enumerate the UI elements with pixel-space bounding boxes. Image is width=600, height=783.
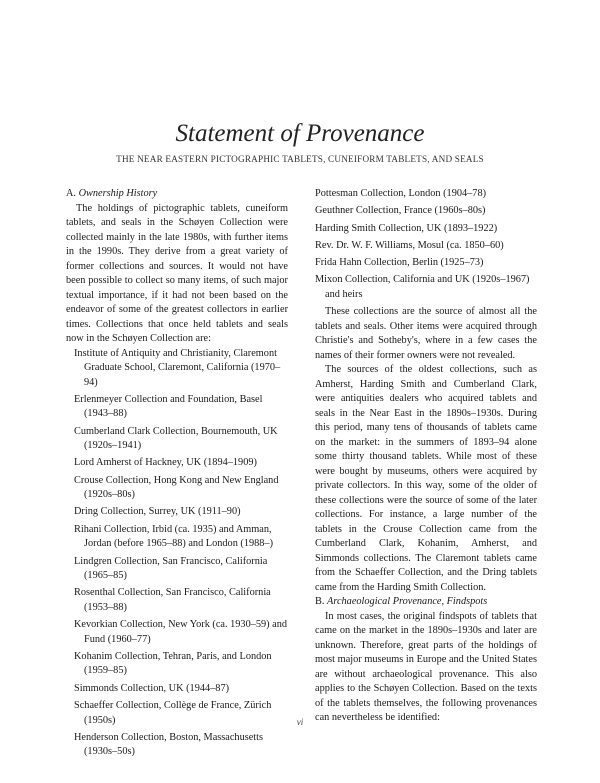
list-item: Simmonds Collection, UK (1944–87): [74, 682, 230, 694]
right-column: [315, 187, 537, 726]
page-subtitle: THE NEAR EASTERN PICTOGRAPHIC TABLETS, CUNEIFORM TABLETS, AND SEALS: [116, 154, 484, 164]
list-item: Rosenthal Collection, San Francisco, California (1953–88): [74, 587, 271, 613]
section-a-letter: A.: [66, 188, 77, 199]
section-a-para-3: The sources of the oldest collections, such as Amherst, Harding Smith and Cumberland Clark, were antiquities dealers who acquired tablets and seals in the Near East in the 1890s–1930s. During this period, many tens of thousands of tablets came on the market: in the summers of 1893–94 alone some thirty thousand tablets. While most of these were bought by museums, others were acquired by private collectors. In this way, some of the older of these collections were the source of some of the later collections. For instance, a large number of the tablets in the Crouse Collection came from the Cumberland Clark, Kohanim, Amherst, and Simmonds collections. The Claremont tablets came from the Schaeffer Collection, and the Dring tablets came from the Harding Smith Collection.: [315, 364, 537, 593]
list-item: Pottesman Collection, London (1904–78): [315, 188, 487, 199]
list-item: Lindgren Collection, San Francisco, California (1965–85): [74, 555, 268, 582]
list-item: Geuthner Collection, France (1960s–80s): [315, 205, 486, 217]
page-title: Statement of Provenance: [175, 120, 425, 147]
section-b-para-1: In most cases, the original findspots of tablets that came on the market in the 1890s–1930s and later are unknown. Therefore, great parts of the holdings of most major museums in Europe and the United States are without archaeological provenance. This also applies to the Schøyen Collection. Based on the texts of the tablets themselves, the following provenances can nevertheless be identified:: [315, 610, 537, 724]
list-item: Kevorkian Collection, New York (ca. 1930–59) and Fund (1960–77): [74, 619, 288, 645]
list-item: Henderson Collection, Boston, Massachusetts (1930s–50s): [74, 731, 264, 758]
list-item: Harding Smith Collection, UK (1893–1922): [315, 222, 498, 234]
list-item: Institute of Antiquity and Christianity, Claremont Graduate School, Claremont, California (1970–94): [74, 347, 281, 388]
section-a-title: Ownership History: [78, 188, 158, 199]
list-item: Kohanim Collection, Tehran, Paris, and London (1959–85): [74, 650, 272, 677]
list-item: Dring Collection, Surrey, UK (1911–90): [74, 506, 241, 518]
section-a-intro: The holdings of pictographic tablets, cuneiform tablets, and seals in the Schøyen Collection were collected mainly in the late 1980s, with further items in the 1990s. They derive from a great variety of former collections and sources. It would not have been possible to collect so many items, of such major textual importance, if it had not been based on the endeavor of some of the greatest collectors in earlier times. Collections that once held tablets and seals now in the Schøyen Collection are:: [66, 202, 288, 344]
section-a-para-2: These collections are the source of almost all the tablets and seals. Other items were acquired through Christie's and Sotheby's, where in a few cases the names of their former owners were not revealed.: [315, 306, 537, 361]
page-number: vi: [296, 717, 304, 727]
list-item: Rev. Dr. W. F. Williams, Mosul (ca. 1850–60): [315, 239, 504, 251]
list-item: Mixon Collection, California and UK (1920s–1967) and heirs: [315, 274, 530, 300]
section-b-title: Archaeological Provenance, Findspots: [327, 596, 488, 608]
list-item: Cumberland Clark Collection, Bournemouth, UK (1920s–1941): [74, 425, 278, 452]
collections-list-left: [66, 347, 288, 760]
left-column: [66, 187, 288, 763]
list-item: Lord Amherst of Hackney, UK (1894–1909): [74, 457, 257, 469]
list-item: Frida Hahn Collection, Berlin (1925–73): [315, 257, 484, 269]
section-b-heading: [315, 595, 537, 610]
section-b-letter: B.: [315, 596, 325, 608]
list-item: Rihani Collection, Irbid (ca. 1935) and Amman, Jordan (before 1965–88) and London (1988–): [74, 523, 274, 550]
list-item: Schaeffer Collection, Collège de France, Zürich (1950s): [74, 700, 272, 726]
section-a-heading: [66, 187, 288, 202]
collections-list-right: [315, 187, 537, 302]
list-item: Crouse Collection, Hong Kong and New England (1920s–80s): [74, 474, 279, 501]
list-item: Erlenmeyer Collection and Foundation, Basel (1943–88): [74, 393, 263, 420]
